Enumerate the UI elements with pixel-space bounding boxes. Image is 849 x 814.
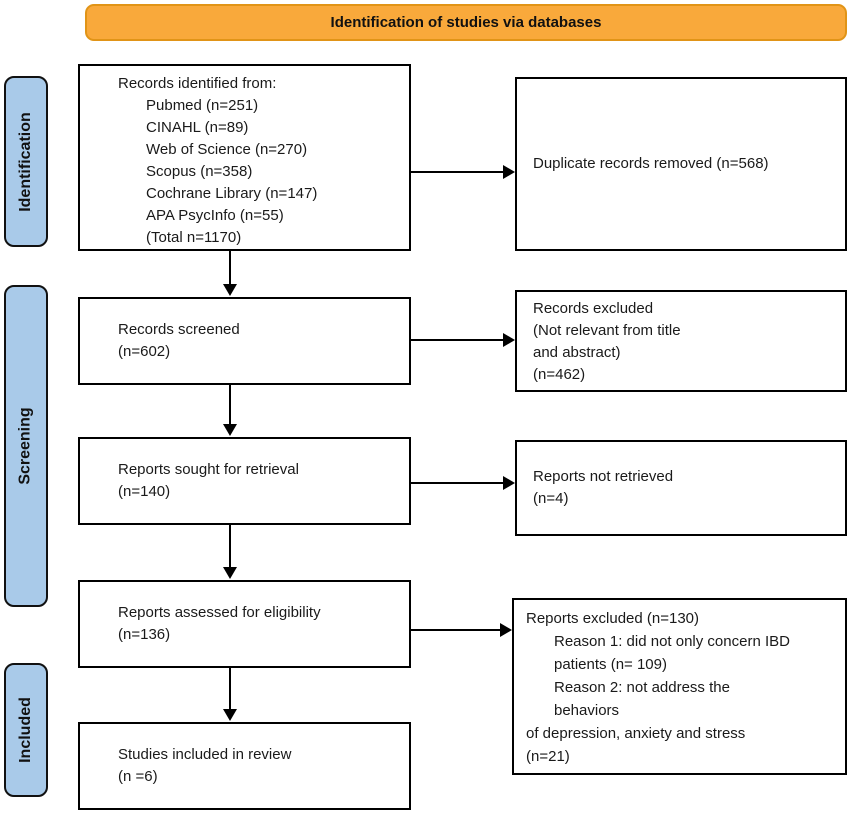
box-records-excluded xyxy=(515,290,847,392)
stage-included-label: Included xyxy=(17,697,34,763)
arrow-right-icon xyxy=(503,165,515,179)
arrow-line-assessed-to-reports-excluded xyxy=(411,629,500,631)
records-excluded-label: Records excluded xyxy=(533,300,654,317)
banner-label: Identification of studies via databases xyxy=(330,14,602,31)
records-screened-count: (n=602) xyxy=(118,343,171,360)
arrow-line-assessed-to-included xyxy=(229,668,231,710)
arrow-right-icon xyxy=(503,333,515,347)
records-excluded-reason: and abstract) xyxy=(533,344,621,361)
reports-excluded-reason2-cont2: of depression, anxiety and stress xyxy=(526,725,746,742)
arrow-line-screened-to-sought xyxy=(229,385,231,425)
records-identified-item: Web of Science (n=270) xyxy=(146,141,308,158)
arrow-down-icon xyxy=(223,567,237,579)
box-reports-not-retrieved xyxy=(515,440,847,536)
reports-not-retrieved-label: Reports not retrieved xyxy=(533,468,674,485)
records-screened-label: Records screened xyxy=(118,321,240,338)
records-identified-title: Records identified from: xyxy=(118,75,277,92)
box-records-screened xyxy=(78,297,411,385)
reports-excluded-title: Reports excluded (n=130) xyxy=(526,610,700,627)
box-reports-excluded xyxy=(512,598,847,775)
box-studies-included xyxy=(78,722,411,810)
stage-identification xyxy=(4,76,48,247)
arrow-line-sought-to-assessed xyxy=(229,525,231,568)
stage-included xyxy=(4,663,48,797)
arrow-line-screened-to-excluded xyxy=(411,339,503,341)
duplicates-removed-label: Duplicate records removed (n=568) xyxy=(533,155,769,172)
arrow-down-icon xyxy=(223,709,237,721)
reports-sought-count: (n=140) xyxy=(118,483,171,500)
reports-not-retrieved-count: (n=4) xyxy=(533,490,569,507)
reports-sought-label: Reports sought for retrieval xyxy=(118,461,299,478)
reports-excluded-reason2-cont: behaviors xyxy=(554,702,620,719)
banner-identification-of-studies xyxy=(85,4,847,41)
arrow-down-icon xyxy=(223,284,237,296)
records-excluded-reason: (Not relevant from title xyxy=(533,322,681,339)
arrow-line-identified-to-screened xyxy=(229,251,231,285)
box-reports-sought xyxy=(78,437,411,525)
reports-assessed-count: (n=136) xyxy=(118,626,171,643)
reports-excluded-reason1-count: patients (n= 109) xyxy=(554,656,667,673)
reports-excluded-reason1: Reason 1: did not only concern IBD xyxy=(554,633,790,650)
arrow-right-icon xyxy=(503,476,515,490)
records-identified-item: Scopus (n=358) xyxy=(146,163,253,180)
records-excluded-count: (n=462) xyxy=(533,366,586,383)
studies-included-count: (n =6) xyxy=(118,768,158,785)
box-duplicates-removed xyxy=(515,77,847,251)
arrow-line-identified-to-duplicates xyxy=(411,171,503,173)
reports-assessed-label: Reports assessed for eligibility xyxy=(118,604,321,621)
arrow-down-icon xyxy=(223,424,237,436)
reports-excluded-reason2: Reason 2: not address the xyxy=(554,679,730,696)
box-reports-assessed xyxy=(78,580,411,668)
box-records-identified xyxy=(78,64,411,251)
studies-included-label: Studies included in review xyxy=(118,746,292,763)
records-identified-item: CINAHL (n=89) xyxy=(146,119,249,136)
records-identified-item: Pubmed (n=251) xyxy=(146,97,259,114)
arrow-right-icon xyxy=(500,623,512,637)
arrow-line-sought-to-not-retrieved xyxy=(411,482,503,484)
records-identified-total: (Total n=1170) xyxy=(146,229,242,246)
stage-screening xyxy=(4,285,48,607)
records-identified-item: APA PsycInfo (n=55) xyxy=(146,207,284,224)
stage-identification-label: Identification xyxy=(17,111,34,212)
reports-excluded-reason2-count: (n=21) xyxy=(526,748,570,765)
records-identified-item: Cochrane Library (n=147) xyxy=(146,185,318,202)
stage-screening-label: Screening xyxy=(17,407,35,485)
